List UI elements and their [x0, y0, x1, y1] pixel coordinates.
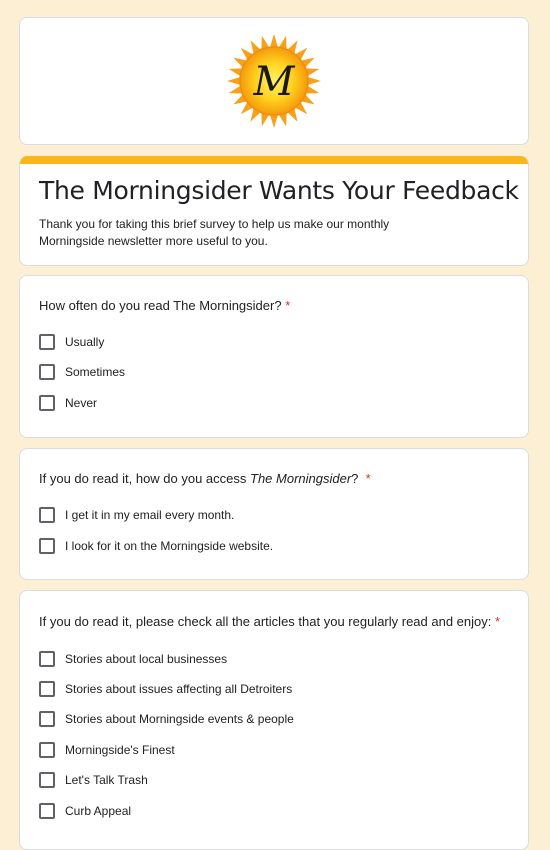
question-card-read-frequency	[19, 275, 529, 438]
option-label: I get it in my email every month.	[65, 508, 235, 522]
sun-ray	[227, 77, 241, 86]
checkbox[interactable]	[39, 681, 55, 697]
checkbox[interactable]	[39, 334, 55, 350]
form-title-card	[19, 156, 529, 266]
question-title	[39, 471, 371, 486]
title-accent-bar	[20, 156, 528, 164]
checkbox[interactable]	[39, 507, 55, 523]
option-label: Usually	[65, 335, 105, 349]
checkbox[interactable]	[39, 364, 55, 380]
option-label: Sometimes	[65, 365, 126, 379]
sun-logo-icon	[226, 33, 322, 129]
question-title	[39, 614, 500, 629]
checkbox[interactable]	[39, 742, 55, 758]
question-text-emphasis: The Morningsider	[250, 471, 352, 486]
option-label: Stories about issues affecting all Detroiters	[65, 682, 293, 696]
checkbox[interactable]	[39, 395, 55, 411]
option-label: Let's Talk Trash	[65, 773, 148, 787]
question-card-access-method	[19, 448, 529, 580]
sun-ray	[270, 34, 279, 48]
question-text-suffix: ?	[351, 471, 359, 486]
checkbox-option-events-people[interactable]	[39, 710, 294, 728]
checkbox-option-curb-appeal[interactable]	[39, 802, 131, 820]
header-card	[19, 17, 529, 145]
checkbox-option-morningsides-finest[interactable]	[39, 741, 175, 759]
required-mark: *	[365, 471, 371, 486]
option-label: Stories about Morningside events & people	[65, 712, 294, 726]
logo-letter: M	[253, 59, 295, 105]
checkbox[interactable]	[39, 772, 55, 788]
required-mark: *	[285, 298, 291, 313]
form-description: Thank you for taking this brief survey to help us make our monthly Morningside newsletter more useful to you.	[39, 217, 390, 248]
question-text: If you do read it, how do you access	[39, 471, 251, 486]
form-title: The Morningsider Wants Your Feedback	[39, 176, 519, 205]
option-label: Never	[65, 396, 98, 410]
checkbox-option-never[interactable]	[39, 394, 97, 412]
question-text: If you do read it, please check all the articles that you regularly read and enjoy:	[39, 614, 492, 629]
checkbox-option-usually[interactable]	[39, 333, 104, 351]
checkbox[interactable]	[39, 651, 55, 667]
checkbox-option-website[interactable]	[39, 537, 273, 555]
question-title	[39, 298, 290, 313]
checkbox[interactable]	[39, 538, 55, 554]
option-label: Morningside's Finest	[65, 743, 175, 757]
checkbox-option-detroit-issues[interactable]	[39, 680, 292, 698]
checkbox-option-sometimes[interactable]	[39, 363, 125, 381]
required-mark: *	[495, 614, 501, 629]
question-card-articles	[19, 590, 529, 850]
option-label: Stories about local businesses	[65, 652, 228, 666]
checkbox[interactable]	[39, 711, 55, 727]
sun-ray	[270, 114, 279, 128]
checkbox-option-local-businesses[interactable]	[39, 650, 227, 668]
option-label: I look for it on the Morningside website.	[65, 539, 274, 553]
checkbox[interactable]	[39, 803, 55, 819]
option-label: Curb Appeal	[65, 804, 132, 818]
sun-ray	[307, 77, 321, 86]
checkbox-option-lets-talk-trash[interactable]	[39, 771, 148, 789]
checkbox-option-email[interactable]	[39, 506, 234, 524]
question-text: How often do you read The Morningsider?	[39, 298, 282, 313]
